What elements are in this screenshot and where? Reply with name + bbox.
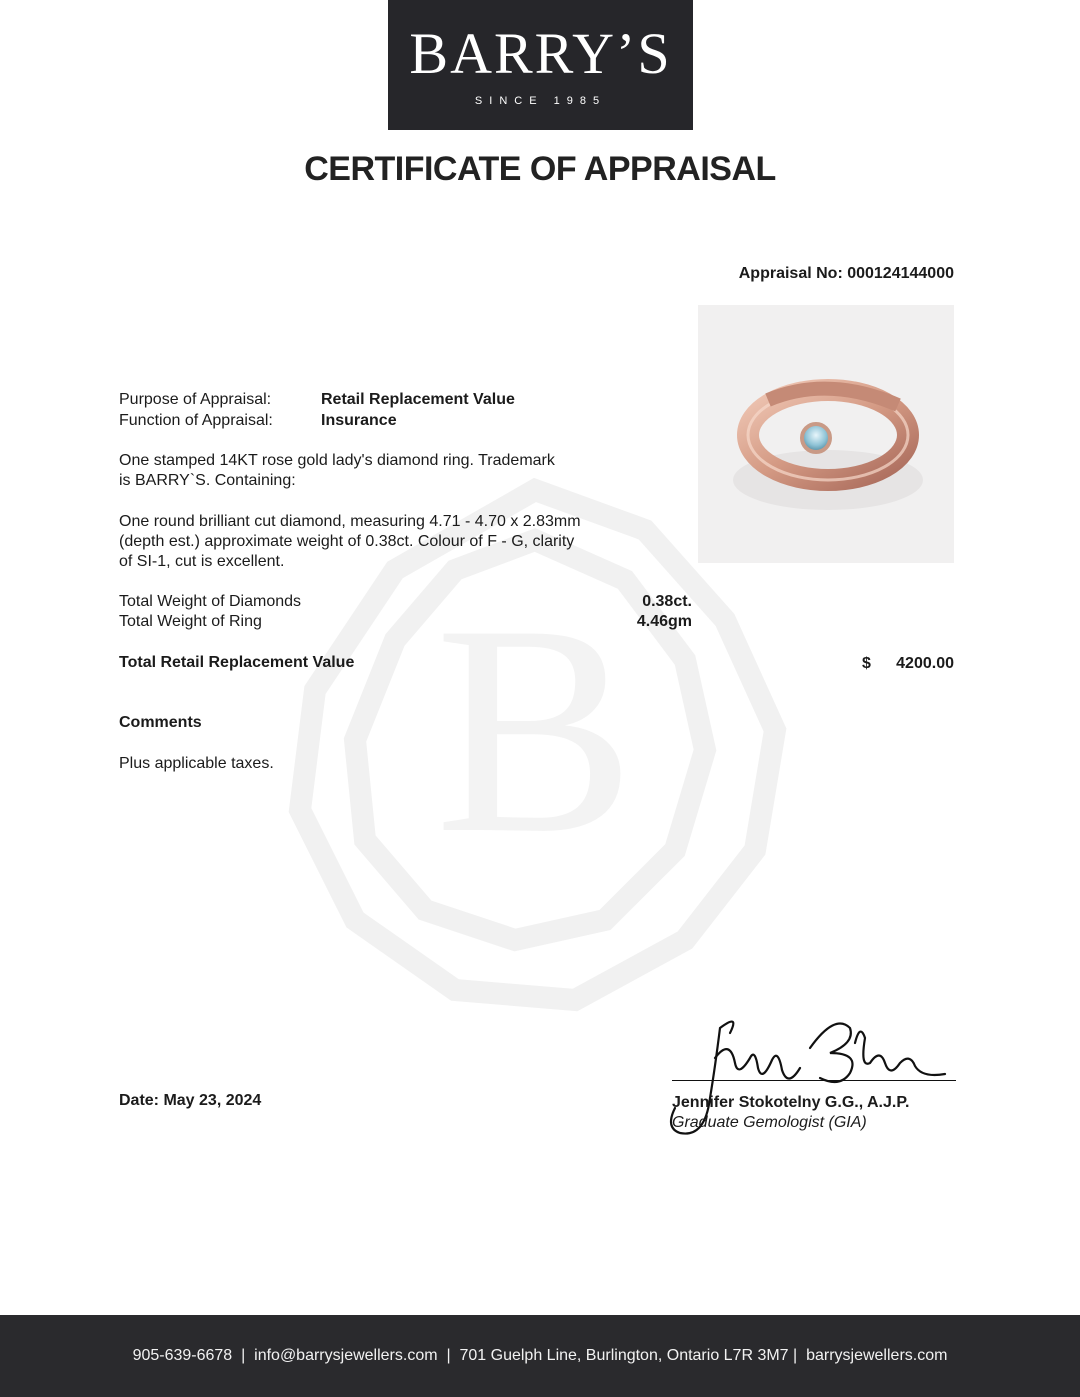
ring-weight-value: 4.46gm <box>636 613 692 630</box>
appraisal-date: Date: May 23, 2024 <box>119 1092 262 1109</box>
total-amount: 4200.00 <box>896 655 954 672</box>
diamond-line-2: (depth est.) approximate weight of 0.38ct. Colour of F - G, clarity <box>119 533 575 550</box>
ring-icon <box>698 305 954 563</box>
purpose-value: Retail Replacement Value <box>321 391 515 408</box>
comments-heading: Comments <box>119 714 202 731</box>
footer-contact <box>0 1315 1080 1397</box>
purpose-label: Purpose of Appraisal: <box>119 391 272 408</box>
total-label: Total Retail Replacement Value <box>119 654 355 671</box>
signatory-title: Graduate Gemologist (GIA) <box>672 1114 867 1131</box>
footer-text: 905-639-6678 | info@barrysjewellers.com | 701 Guelph Line, Burlington, Ontario L7R 3M7 | barrysjewellers.com <box>132 1347 948 1364</box>
signature-line <box>672 1080 956 1081</box>
document-title: CERTIFICATE OF APPRAISAL <box>304 150 776 188</box>
diamond-line-3: of SI-1, cut is excellent. <box>119 553 285 570</box>
function-value: Insurance <box>321 412 397 429</box>
brand-since: SINCE 1985 <box>474 95 607 107</box>
total-currency: $ <box>862 655 871 672</box>
diamonds-weight-value: 0.38ct. <box>642 593 692 610</box>
appraisal-number: Appraisal No: 000124144000 <box>738 265 954 282</box>
diamond-line-1: One round brilliant cut diamond, measuring 4.71 - 4.70 x 2.83mm <box>119 513 581 530</box>
diamonds-weight-label: Total Weight of Diamonds <box>119 593 302 610</box>
description-line-1: One stamped 14KT rose gold lady's diamond ring. Trademark <box>119 452 555 469</box>
diamond-ring-photo <box>698 305 954 563</box>
function-label: Function of Appraisal: <box>119 412 273 429</box>
comments-text: Plus applicable taxes. <box>119 755 274 772</box>
brand-name: BARRY’S <box>409 21 672 86</box>
ring-weight-label: Total Weight of Ring <box>119 613 262 630</box>
svg-text:B: B <box>434 563 636 895</box>
brand-logo <box>388 0 693 130</box>
signatory-name: Jennifer Stokotelny G.G., A.J.P. <box>672 1094 910 1111</box>
description-line-2: is BARRY`S. Containing: <box>119 472 296 489</box>
